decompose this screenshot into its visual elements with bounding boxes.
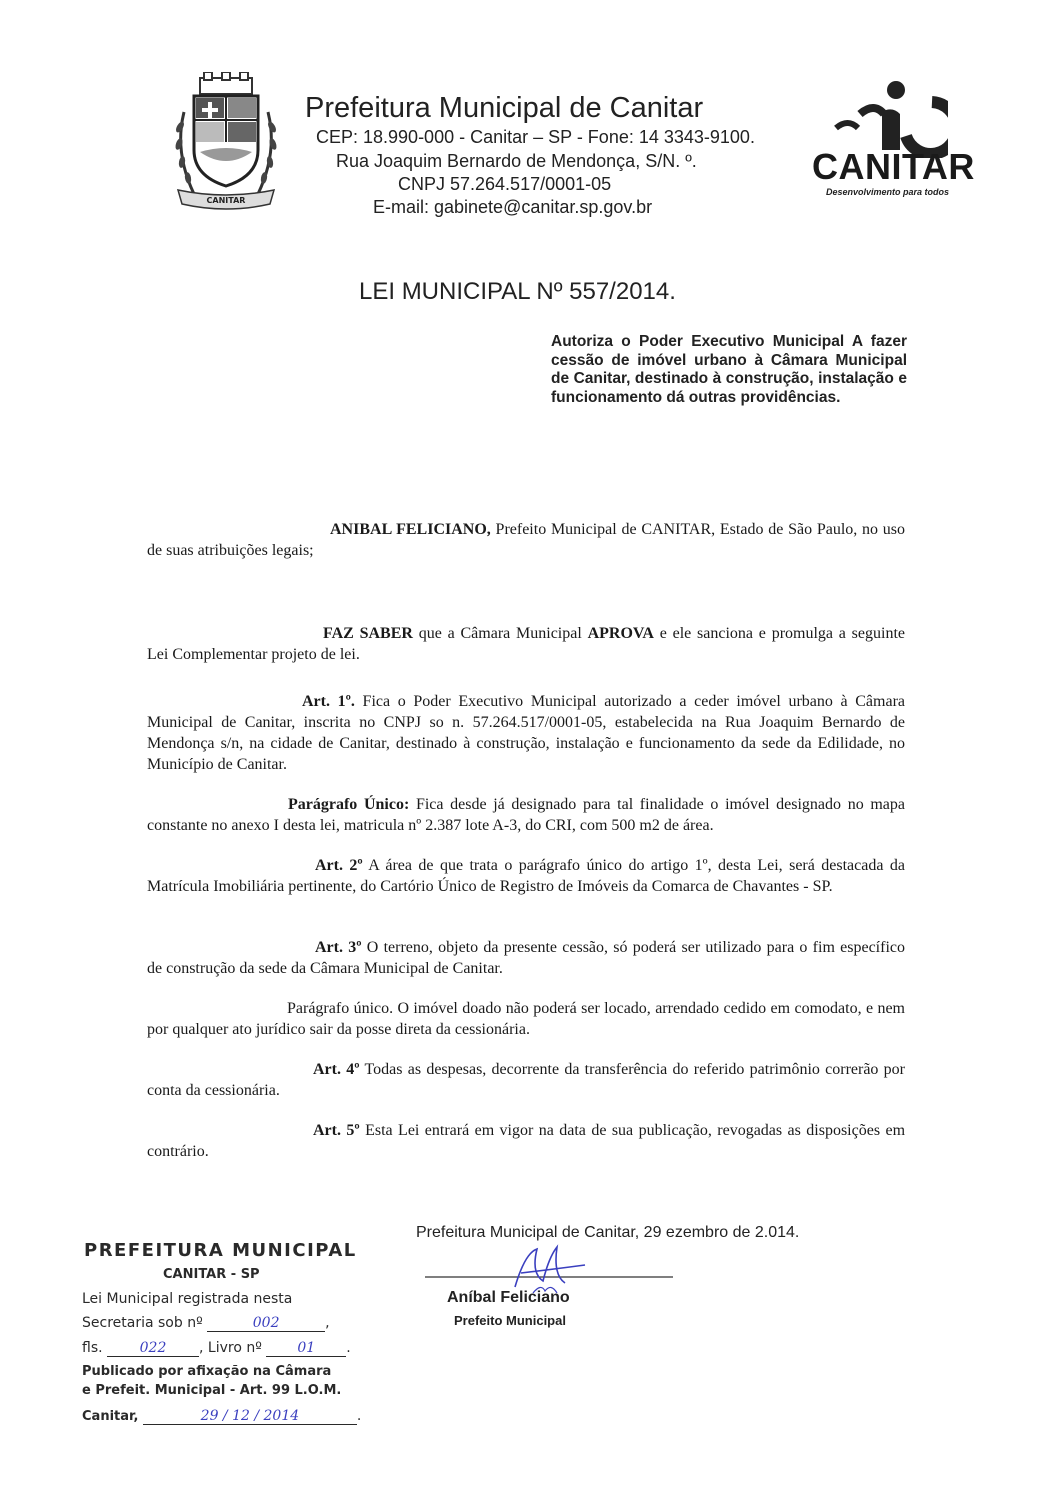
stamp-fls-value: 022 [107, 1340, 199, 1357]
preamble-text: Prefeito Municipal de CANITAR, Estado de São Paulo, no uso de suas atribuições legais; [147, 521, 906, 559]
header-cnpj: CNPJ 57.264.517/0001-05 [398, 174, 612, 194]
article-2-label: Art. 2º [315, 857, 363, 874]
enactment-text-1: que a Câmara Municipal [412, 625, 588, 642]
stamp-date-row: Canitar, 29 / 12 / 2014 . [82, 1408, 362, 1424]
registration-stamp [78, 1240, 388, 1480]
canitar-logo-wordmark: CANITAR [812, 146, 975, 187]
stamp-prefeit-line: e Prefeit. Municipal - Art. 99 L.O.M. [82, 1383, 342, 1398]
law-title: LEI MUNICIPAL Nº 557/2014. [359, 278, 676, 305]
organization-name: Prefeitura Municipal de Canitar [305, 92, 704, 124]
article-1 [147, 691, 905, 775]
stamp-livro-value: 01 [266, 1340, 346, 1357]
stamp-fls-label: fls. [82, 1340, 103, 1356]
header-cep-phone: CEP: 18.990-000 - Canitar – SP - Fone: 14 3343-9100. [316, 127, 755, 147]
municipal-crest [170, 72, 282, 214]
stamp-secretaria-value: 002 [207, 1315, 325, 1332]
article-3-label: Art. 3º [315, 939, 362, 956]
stamp-canitar-label: Canitar, [82, 1409, 139, 1424]
article-5 [147, 1120, 905, 1162]
stamp-date-value: 29 / 12 / 2014 [143, 1408, 357, 1425]
signer-role: Prefeito Municipal [454, 1313, 566, 1328]
paragraph-unico-2 [147, 998, 905, 1040]
faz-saber: FAZ SABER [323, 625, 413, 642]
article-4-label: Art. 4º [313, 1061, 360, 1078]
mayor-name: ANIBAL FELICIANO, [330, 521, 491, 538]
header-address: Rua Joaquim Bernardo de Mendonça, S/N. º. [336, 151, 697, 171]
article-4 [147, 1059, 905, 1101]
paragraph-unico [147, 794, 905, 836]
paragraph-unico-2-text: Parágrafo único. O imóvel doado não poderá ser locado, arrendado cedido em comodato, e nem por qualquer ato jurídico sair da posse direta da cessionária. [147, 1000, 905, 1038]
canitar-logo-tagline: Desenvolvimento para todos [826, 187, 950, 197]
paragraph-unico-text: Fica desde já designado para tal finalidade o imóvel designado no mapa constante no anexo I desta lei, matricula nº 2.387 lote A-3, do CRI, com 500 m2 de área. [147, 796, 905, 834]
signer-name: Aníbal Feliciano [447, 1289, 570, 1306]
preamble-paragraph [147, 519, 905, 561]
article-2-text: A área de que trata o parágrafo único do artigo 1º, desta Lei, será destacada da Matrícula Imobiliária pertinente, do Cartório Único de Registro de Imóveis da Comarca de Chavantes - SP. [147, 857, 905, 895]
article-3-text: O terreno, objeto da presente cessão, só poderá ser utilizado para o fim específico de construção da sede da Câmara Municipal de Canitar. [147, 939, 906, 977]
header-email: E-mail: gabinete@canitar.sp.gov.br [373, 197, 653, 217]
article-1-label: Art. 1º. [302, 693, 355, 710]
article-1-text: Fica o Poder Executivo Municipal autorizado a ceder imóvel urbano à Câmara Municipal de Canitar, inscrita no CNPJ so n. 57.264.517/0001-05, estabelecida na Rua Joaquim Bernardo de Mendonça s/n, na cidade de Canitar, destinado à construção, instalação e funcionamento da sede da Edilidade, no Município de Canitar. [147, 693, 906, 773]
stamp-fls-row: fls. 022 , Livro nº 01 . [82, 1340, 351, 1356]
stamp-secretaria-label: Secretaria sob nº [82, 1315, 203, 1331]
stamp-livro-label: , Livro nº [199, 1340, 262, 1356]
article-3 [147, 937, 905, 979]
enactment-paragraph [147, 623, 905, 665]
stamp-registered-line: Lei Municipal registrada nesta [82, 1291, 293, 1307]
stamp-secretaria-row: Secretaria sob nº 002 , [82, 1315, 330, 1331]
article-5-text: Esta Lei entrará em vigor na data de sua publicação, revogadas as disposições em contrário. [147, 1122, 906, 1160]
aprova: APROVA [587, 625, 654, 642]
article-5-label: Art. 5º [313, 1122, 360, 1139]
article-4-text: Todas as despesas, decorrente da transferência do referido patrimônio correrão por conta da cessionária. [147, 1061, 906, 1099]
stamp-publicado-line: Publicado por afixação na Câmara [82, 1364, 332, 1379]
stamp-city: CANITAR - SP [163, 1267, 260, 1282]
law-summary: Autoriza o Poder Executivo Municipal A fazer cessão de imóvel urbano à Câmara Municipal de Canitar, destinado à construção, instalação e funcionamento dá outras providências. [551, 333, 907, 406]
article-2 [147, 855, 905, 897]
stamp-title: PREFEITURA MUNICIPAL [84, 1240, 357, 1261]
enactment-text-2: e ele sanciona e promulga a seguinte Lei Complementar projeto de lei. [147, 625, 905, 663]
closing-place-date: Prefeitura Municipal de Canitar, 29 ezembro de 2.014. [416, 1224, 800, 1241]
crest-banner-text: CANITAR [206, 196, 246, 205]
paragraph-unico-label: Parágrafo Único: [288, 796, 410, 813]
